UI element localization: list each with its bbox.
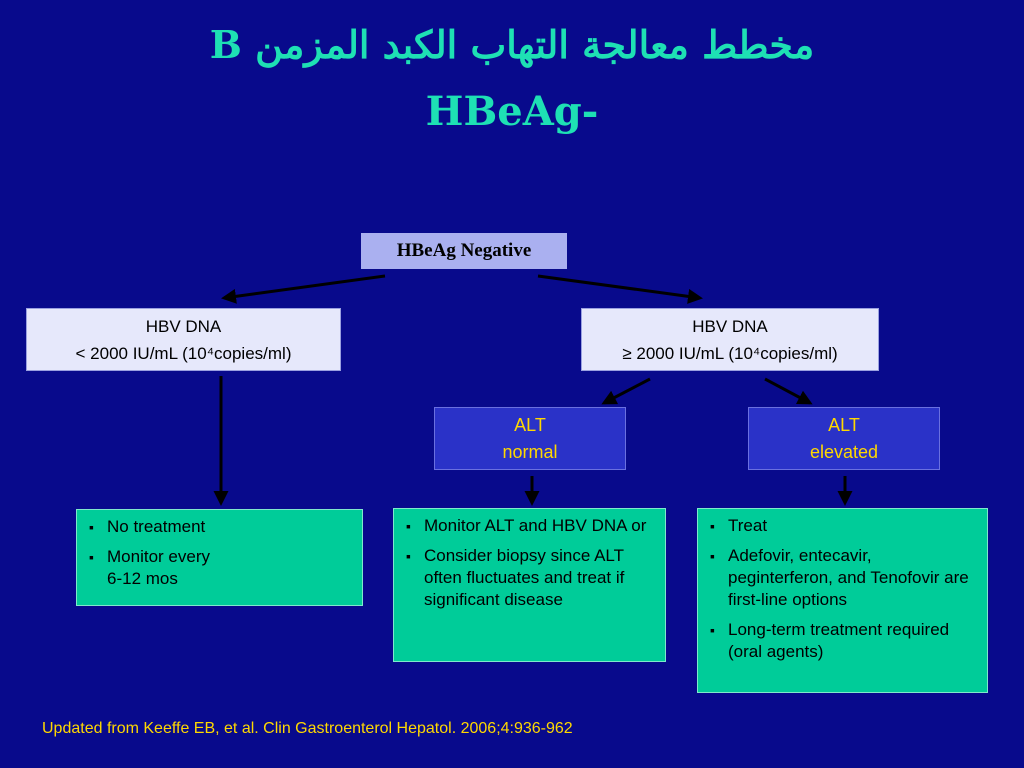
left-branch-line2: < 2000 IU/mL (10⁴copies/ml) [75,343,292,363]
alt-elevated-line1: ALT [828,414,860,435]
outcome-left-item: ▪ Monitor every 6-12 mos [85,546,354,590]
root-node-label: HBeAg Negative [396,240,532,261]
outcome-right-item: ▪ Adefovir, entecavir, peginterferon, and Tenofovir are first-line options [706,545,979,611]
alt-normal-line1: ALT [514,414,546,435]
outcome-middle-box [393,508,666,662]
right-branch-box [581,308,879,371]
outcome-middle-item: ▪ Monitor ALT and HBV DNA or [402,515,657,537]
citation: Updated from Keeffe EB, et al. Clin Gastroenterol Hepatol. 2006;4:936-962 [42,720,573,737]
outcome-right-box [697,508,988,693]
arrow-root-left [224,276,385,298]
left-branch-box [26,308,341,371]
left-branch-line1: HBV DNA [145,316,222,336]
arrow-right-normal [604,379,650,403]
alt-normal-box [434,407,626,470]
right-branch-line1: HBV DNA [692,316,768,336]
arrow-right-elevated [765,379,810,403]
root-node-box [361,233,567,269]
alt-normal-line2: normal [502,441,558,462]
outcome-right-item: ▪ Long-term treatment required (oral agents) [706,619,979,663]
alt-elevated-box [748,407,940,470]
outcome-right-item: ▪ Treat [706,515,979,537]
page-subtitle: HBeAg- [425,88,599,135]
right-branch-line2: ≥ 2000 IU/mL (10⁴copies/ml) [622,343,838,363]
alt-elevated-line2: elevated [809,441,879,462]
outcome-middle-item: ▪ Consider biopsy since ALT often fluctuates and treat if significant disease [402,545,657,611]
arrow-root-right [538,276,700,298]
page-title: مخطط معالجة التهاب الكبد المزمن B [209,22,815,67]
outcome-left-box [76,509,363,606]
outcome-left-item: ▪ No treatment [85,516,354,538]
